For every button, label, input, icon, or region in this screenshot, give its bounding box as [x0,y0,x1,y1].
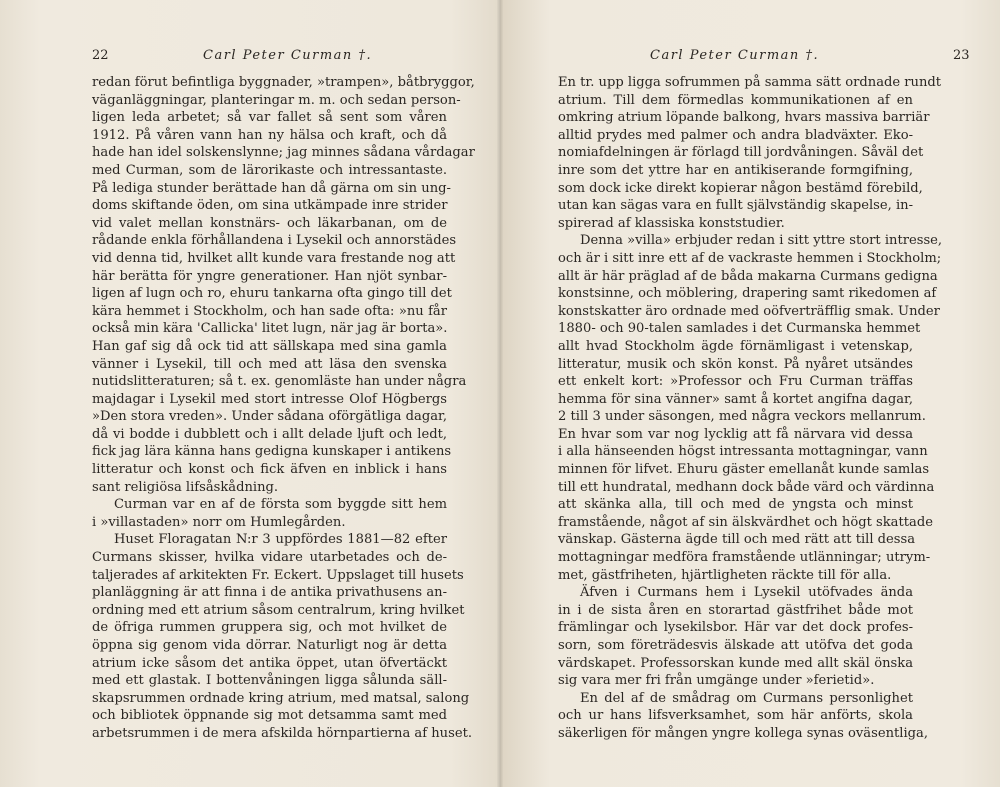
text-line: med ett glastak. I bottenvåningen ligga sålunda säll- [92,673,447,689]
text-line: ligen leda arbetet; så var fallet så sent som våren [92,110,447,126]
text-line: i alla hänseenden högst intressanta mottagningar, vann [558,444,928,460]
text-line: minnen för lifvet. Ehuru gäster emellanåt kunde samlas [558,462,930,478]
text-line: öppna sig genom vida dörrar. Naturligt nog är detta [92,638,447,653]
text-line: En hvar som var nog lycklig att få närvara vid dessa [558,426,913,442]
text-line: i »villastaden» norr om Humlegården. [92,514,346,530]
text-line: litteratur och konst och fick äfven en inblick i hans [92,462,447,478]
text-line: vänskap. Gästerna ägde till och med rätt att till dessa [558,532,916,548]
text-line: sorn, som företrädesvis älskade att utöfva det goda [558,638,913,653]
text-line: de öfriga rummen gruppera sig, och mot hvilket de [92,620,447,636]
text-line: Äfven i Curmans hem i Lysekil utöfvades ända [580,585,913,601]
text-line: arbetsrummen i de mera afskilda hörnpartierna af huset. [92,725,473,741]
text-line: utan kan sägas vara en fullt självständig skapelse, in- [558,198,914,214]
text-line: hemma för sina vänner» samt å kortet angifna dagar, [558,391,913,407]
text-line: 1880- och 90-talen samlades i det Curmanska hemmet [558,321,921,337]
text-line: »Den stora vreden». Under sådana oförgätliga dagar, [92,409,447,425]
running-head: Carl Peter Curman †. [203,48,373,63]
text-line: konstskatter äro ordnade med oöfverträfflig smak. Under [558,303,940,319]
right-page-body [558,74,943,743]
text-line: konstsinne, och möblering, drapering samt rikedomen af [558,286,937,302]
text-line: nomiafdelningen är förlagd till jordvåningen. Såväl det [558,145,924,161]
text-line: litteratur, musik och skön konst. På nyåret utsändes [558,356,913,372]
text-line: majdagar i Lysekil med stort intresse Olof Högbergs [92,391,447,407]
text-line: främlingar och lysekilsbor. Här var det dock profes- [558,620,913,636]
running-head: Carl Peter Curman †. [650,48,820,63]
text-line: ett enkelt kort: »Professor och Fru Curman träffas [558,374,913,390]
text-line: Curmans skisser, hvilka vidare utarbetades och de- [92,550,447,566]
text-line: vid denna tid, hvilket allt kunde vara frestande nog att [92,250,456,266]
text-line: met, gästfriheten, hjärtligheten räckte till för alla. [558,567,892,583]
text-line: och är i sitt inre ett af de vackraste hemmen i Stockholm; [558,250,942,266]
text-line: värdskapet. Professorskan kunde med allt skäl önska [558,655,913,671]
text-line: allt hvad Stockholm ägde förnämligast i vetenskap, [558,338,913,354]
text-line: vänner i Lysekil, till och med att läsa den svenska [92,356,447,372]
text-line: ligen af lugn och ro, ehuru tankarna ofta gingo till det [92,286,452,302]
text-line: sig vara mer fri från umgänge under »ferietid». [558,673,875,689]
text-line: som dock icke direkt kopierar någon bestämd förebild, [558,180,923,196]
text-line: vid valet mellan konstnärs- och läkarbanan, om de [92,215,447,231]
text-line: skapsrummen ordnade kring atrium, med matsal, salong [92,690,470,706]
text-line: säkerligen för mången yngre kollega synas oväsentliga, [558,725,928,741]
text-line: planläggning är att finna i de antika privathusens an- [92,585,447,601]
text-line: rådande enkla förhållandena i Lysekil och annorstädes [92,233,457,249]
text-line: Huset Floragatan N:r 3 uppfördes 1881—82 efter [114,532,447,548]
left-page-body [92,74,475,743]
text-line: sant religiösa lifsåskådning. [92,479,279,495]
text-line: också min kära 'Callicka' litet lugn, när jag är borta». [92,321,448,337]
text-line: Denna »villa» erbjuder redan i sitt yttre stort intresse, [580,233,943,249]
book-gutter [497,0,503,787]
text-line: inre som det yttre har en antikiserande formgifning, [558,162,913,178]
text-line: mottagningar medföra framstående utlänningar; utrym- [558,550,931,566]
text-line: hade han idel solskenslynne; jag minnes sådana vårdagar [92,145,475,161]
text-line: Curman var en af de första som byggde sitt hem [114,497,447,513]
page-number: 23 [953,48,970,63]
text-line: En del af de smådrag om Curmans personlighet [580,690,913,706]
text-line: till ett hundratal, medhann dock både värd och värdinna [558,479,935,495]
text-line: atrium icke såsom det antika öppet, utan öfvertäckt [92,655,447,671]
text-line: nutidslitteraturen; så t. ex. genomläste han under några [92,374,467,390]
text-line: ordning med ett atrium såsom centralrum, kring hvilket [92,602,465,618]
text-line: taljerades af arkitekten Fr. Eckert. Uppslaget till husets [92,567,464,583]
text-line: här berätta för yngre generationer. Han njöt synbar- [92,268,447,284]
text-line: atrium. Till dem förmedlas kommunikationen af en [558,92,913,108]
text-line: alltid prydes med palmer och andra bladväxter. Eko- [558,127,913,143]
text-line: framstående, något af sin älskvärdhet och högt skattade [558,514,933,530]
text-line: Han gaf sig då ock tid att sällskapa med sina gamla [92,338,447,354]
text-line: då vi bodde i dubblett och i allt delade ljuft och ledt, [92,426,447,442]
text-line: kära hemmet i Stockholm, och han sade ofta: »nu får [92,303,447,319]
text-line: redan förut befintliga byggnader, »trampen», båtbryggor, [92,75,475,90]
text-line: På lediga stunder berättade han då gärna om sin ung- [92,180,451,196]
text-line: allt är här präglad af de båda makarna Curmans gedigna [558,268,938,284]
text-line: fick jag lära känna hans gedigna kunskaper i antikens [92,444,452,460]
text-line: och ur hans lifsverksamhet, som här anförts, skola [558,708,913,724]
page-number: 22 [92,48,109,63]
text-line: 1912. På våren vann han ny hälsa och kraft, och då [92,127,447,143]
right-page [500,0,1000,787]
text-line: in i de sista åren en storartad gästfrihet både mot [558,602,913,618]
text-line: och bibliotek öppnande sig mot detsamma samt med [92,708,447,724]
text-line: En tr. upp ligga sofrummen på samma sätt ordnade rundt [558,75,942,90]
text-line: väganläggningar, planteringar m. m. och sedan person- [92,92,461,108]
text-line: doms skiftande öden, om sina utkämpade inre strider [92,198,448,214]
text-line: 2 till 3 under säsongen, med några veckors mellanrum. [558,409,926,425]
text-line: spirerad af klassiska konststudier. [558,215,785,231]
text-line: med Curman, som de lärorikaste och intressantaste. [92,162,447,178]
text-line: att skänka alla, till och med de yngsta och minst [558,497,913,513]
text-line: omkring atrium löpande balkong, hvars massiva barriär [558,110,930,126]
